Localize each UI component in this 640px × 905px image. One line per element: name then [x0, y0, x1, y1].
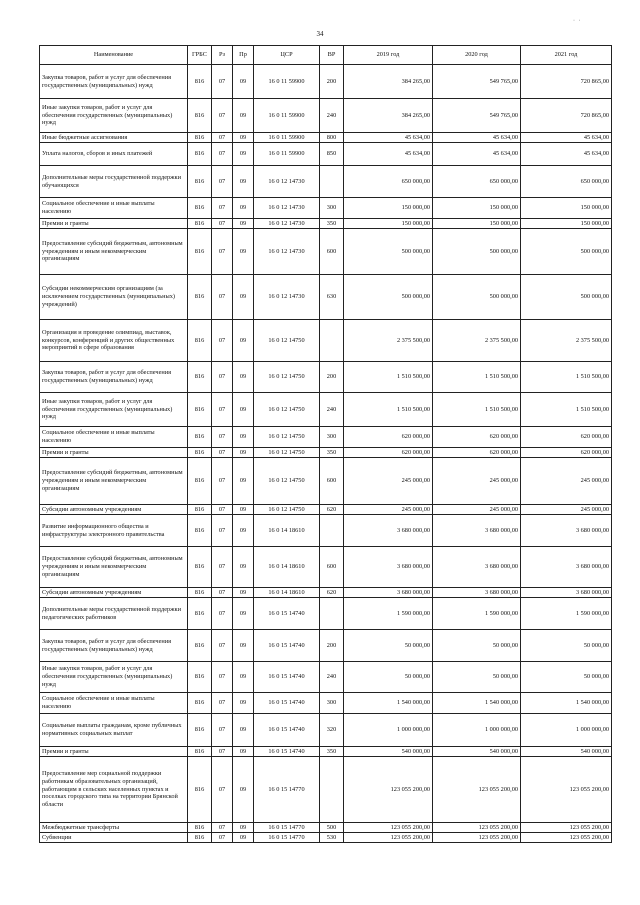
table-row — [40, 166, 612, 198]
cell-name: Социальное обеспечение и иные выплаты населению — [40, 693, 188, 714]
cell-grbs: 816 — [188, 143, 212, 166]
cell-y2020: 620 000,00 — [433, 427, 521, 448]
cell-csr: 16 0 12 14730 — [254, 198, 320, 219]
cell-grbs: 816 — [188, 133, 212, 143]
cell-pr: 09 — [233, 275, 254, 320]
corner-mark: · · — [573, 18, 582, 24]
cell-y2021: 150 000,00 — [521, 198, 612, 219]
cell-csr: 16 0 12 14730 — [254, 219, 320, 229]
cell-csr: 16 0 12 14750 — [254, 362, 320, 393]
cell-y2021: 620 000,00 — [521, 427, 612, 448]
cell-rz: 07 — [212, 747, 233, 757]
cell-name: Предоставление субсидий бюджетным, автономным учреждениям и иным некоммерческим организациям — [40, 458, 188, 505]
cell-y2021: 123 055 200,00 — [521, 823, 612, 833]
cell-rz: 07 — [212, 229, 233, 275]
cell-vr: 300 — [320, 427, 344, 448]
cell-y2019: 245 000,00 — [344, 458, 433, 505]
table-row — [40, 693, 612, 714]
cell-y2021: 3 680 000,00 — [521, 588, 612, 598]
cell-y2019: 1 540 000,00 — [344, 693, 433, 714]
cell-name: Уплата налогов, сборов и иных платежей — [40, 143, 188, 166]
cell-y2020: 3 680 000,00 — [433, 515, 521, 547]
header-pr: Пр — [233, 46, 254, 65]
cell-y2020: 245 000,00 — [433, 458, 521, 505]
cell-y2021: 123 055 200,00 — [521, 757, 612, 823]
cell-y2019: 384 265,00 — [344, 99, 433, 133]
cell-pr: 09 — [233, 448, 254, 458]
cell-vr: 850 — [320, 143, 344, 166]
cell-grbs: 816 — [188, 598, 212, 630]
cell-pr: 09 — [233, 823, 254, 833]
cell-csr: 16 0 15 14740 — [254, 714, 320, 747]
table-header-row — [40, 46, 612, 65]
cell-grbs: 816 — [188, 505, 212, 515]
cell-csr: 16 0 12 14750 — [254, 458, 320, 505]
cell-csr: 16 0 15 14740 — [254, 747, 320, 757]
cell-pr: 09 — [233, 747, 254, 757]
cell-y2020: 123 055 200,00 — [433, 823, 521, 833]
cell-pr: 09 — [233, 458, 254, 505]
cell-y2021: 720 865,00 — [521, 99, 612, 133]
cell-y2020: 549 765,00 — [433, 99, 521, 133]
cell-y2021: 1 590 000,00 — [521, 598, 612, 630]
cell-y2020: 2 375 500,00 — [433, 320, 521, 362]
cell-pr: 09 — [233, 630, 254, 662]
cell-csr: 16 0 11 59900 — [254, 143, 320, 166]
cell-csr: 16 0 12 14730 — [254, 229, 320, 275]
table-row — [40, 630, 612, 662]
cell-csr: 16 0 12 14750 — [254, 448, 320, 458]
cell-rz: 07 — [212, 823, 233, 833]
cell-rz: 07 — [212, 275, 233, 320]
cell-y2019: 123 055 200,00 — [344, 757, 433, 823]
cell-y2020: 540 000,00 — [433, 747, 521, 757]
cell-rz: 07 — [212, 505, 233, 515]
cell-vr: 600 — [320, 458, 344, 505]
table-row — [40, 714, 612, 747]
cell-vr: 620 — [320, 505, 344, 515]
cell-y2020: 3 680 000,00 — [433, 588, 521, 598]
cell-rz: 07 — [212, 99, 233, 133]
cell-csr: 16 0 15 14740 — [254, 598, 320, 630]
cell-y2019: 500 000,00 — [344, 229, 433, 275]
cell-rz: 07 — [212, 693, 233, 714]
cell-rz: 07 — [212, 598, 233, 630]
table-row — [40, 427, 612, 448]
cell-pr: 09 — [233, 757, 254, 823]
table-row — [40, 320, 612, 362]
cell-csr: 16 0 12 14730 — [254, 166, 320, 198]
cell-name: Предоставление субсидий бюджетным, автономным учреждениям и иным некоммерческим организациям — [40, 547, 188, 588]
cell-vr: 800 — [320, 133, 344, 143]
cell-vr: 600 — [320, 229, 344, 275]
cell-name: Субсидии автономным учреждениям — [40, 505, 188, 515]
cell-grbs: 816 — [188, 275, 212, 320]
cell-grbs: 816 — [188, 515, 212, 547]
cell-csr: 16 0 12 14750 — [254, 505, 320, 515]
cell-grbs: 816 — [188, 427, 212, 448]
cell-name: Иные закупки товаров, работ и услуг для обеспечения государственных (муниципальных) нужд — [40, 99, 188, 133]
table-row — [40, 598, 612, 630]
cell-vr: 630 — [320, 275, 344, 320]
table-row — [40, 219, 612, 229]
cell-y2020: 1 540 000,00 — [433, 693, 521, 714]
cell-vr: 200 — [320, 65, 344, 99]
cell-rz: 07 — [212, 448, 233, 458]
table-row — [40, 198, 612, 219]
cell-rz: 07 — [212, 547, 233, 588]
cell-name: Субвенции — [40, 833, 188, 843]
cell-pr: 09 — [233, 393, 254, 427]
cell-rz: 07 — [212, 362, 233, 393]
cell-vr: 300 — [320, 693, 344, 714]
cell-rz: 07 — [212, 320, 233, 362]
cell-rz: 07 — [212, 458, 233, 505]
cell-y2021: 720 865,00 — [521, 65, 612, 99]
cell-y2019: 123 055 200,00 — [344, 833, 433, 843]
header-rz: Рз — [212, 46, 233, 65]
cell-grbs: 816 — [188, 630, 212, 662]
header-csr: ЦСР — [254, 46, 320, 65]
cell-rz: 07 — [212, 65, 233, 99]
table-row — [40, 99, 612, 133]
cell-vr: 620 — [320, 588, 344, 598]
cell-y2019: 245 000,00 — [344, 505, 433, 515]
cell-rz: 07 — [212, 427, 233, 448]
cell-pr: 09 — [233, 65, 254, 99]
cell-rz: 07 — [212, 757, 233, 823]
cell-y2019: 45 634,00 — [344, 143, 433, 166]
cell-y2021: 245 000,00 — [521, 458, 612, 505]
cell-y2020: 1 510 500,00 — [433, 393, 521, 427]
cell-y2021: 150 000,00 — [521, 219, 612, 229]
cell-grbs: 816 — [188, 833, 212, 843]
cell-y2020: 245 000,00 — [433, 505, 521, 515]
cell-name: Закупка товаров, работ и услуг для обеспечения государственных (муниципальных) нужд — [40, 630, 188, 662]
cell-rz: 07 — [212, 662, 233, 693]
cell-y2019: 50 000,00 — [344, 662, 433, 693]
cell-name: Премии и гранты — [40, 219, 188, 229]
cell-y2021: 1 000 000,00 — [521, 714, 612, 747]
cell-grbs: 816 — [188, 458, 212, 505]
cell-y2019: 1 510 500,00 — [344, 393, 433, 427]
cell-y2020: 620 000,00 — [433, 448, 521, 458]
cell-y2020: 45 634,00 — [433, 143, 521, 166]
table-body — [40, 65, 612, 843]
cell-vr: 240 — [320, 99, 344, 133]
cell-name: Предоставление мер социальной поддержки работникам образовательных организаций, работающим в сельских населенных пунктах и поселках городского типа на территории Брянской области — [40, 757, 188, 823]
cell-name: Социальные выплаты гражданам, кроме публичных нормативных социальных выплат — [40, 714, 188, 747]
cell-y2020: 650 000,00 — [433, 166, 521, 198]
cell-pr: 09 — [233, 166, 254, 198]
header-2019: 2019 год — [344, 46, 433, 65]
cell-pr: 09 — [233, 133, 254, 143]
cell-y2021: 123 055 200,00 — [521, 833, 612, 843]
cell-y2019: 45 634,00 — [344, 133, 433, 143]
cell-y2019: 384 265,00 — [344, 65, 433, 99]
cell-y2019: 540 000,00 — [344, 747, 433, 757]
cell-y2021: 500 000,00 — [521, 229, 612, 275]
cell-vr: 240 — [320, 393, 344, 427]
cell-vr: 320 — [320, 714, 344, 747]
cell-rz: 07 — [212, 198, 233, 219]
table-row — [40, 833, 612, 843]
cell-csr: 16 0 12 14730 — [254, 275, 320, 320]
cell-pr: 09 — [233, 99, 254, 133]
cell-y2019: 650 000,00 — [344, 166, 433, 198]
cell-csr: 16 0 14 18610 — [254, 515, 320, 547]
cell-y2019: 3 680 000,00 — [344, 547, 433, 588]
cell-y2020: 1 000 000,00 — [433, 714, 521, 747]
cell-vr: 350 — [320, 219, 344, 229]
cell-y2021: 45 634,00 — [521, 143, 612, 166]
cell-y2021: 3 680 000,00 — [521, 547, 612, 588]
table-row — [40, 393, 612, 427]
cell-vr: 200 — [320, 362, 344, 393]
cell-y2019: 1 000 000,00 — [344, 714, 433, 747]
cell-rz: 07 — [212, 219, 233, 229]
cell-y2021: 45 634,00 — [521, 133, 612, 143]
budget-table — [39, 45, 612, 843]
table-row — [40, 448, 612, 458]
table-row — [40, 547, 612, 588]
header-2020: 2020 год — [433, 46, 521, 65]
cell-y2021: 650 000,00 — [521, 166, 612, 198]
cell-grbs: 816 — [188, 547, 212, 588]
cell-y2019: 150 000,00 — [344, 198, 433, 219]
cell-csr: 16 0 15 14770 — [254, 833, 320, 843]
cell-rz: 07 — [212, 133, 233, 143]
cell-csr: 16 0 14 18610 — [254, 588, 320, 598]
cell-y2021: 540 000,00 — [521, 747, 612, 757]
cell-pr: 09 — [233, 515, 254, 547]
cell-name: Закупка товаров, работ и услуг для обеспечения государственных (муниципальных) нужд — [40, 65, 188, 99]
cell-name: Иные бюджетные ассигнования — [40, 133, 188, 143]
table-row — [40, 757, 612, 823]
cell-name: Иные закупки товаров, работ и услуг для обеспечения государственных (муниципальных) нужд — [40, 393, 188, 427]
cell-csr: 16 0 11 59900 — [254, 65, 320, 99]
cell-pr: 09 — [233, 427, 254, 448]
cell-y2021: 500 000,00 — [521, 275, 612, 320]
cell-grbs: 816 — [188, 823, 212, 833]
cell-grbs: 816 — [188, 65, 212, 99]
cell-y2021: 50 000,00 — [521, 662, 612, 693]
cell-name: Развитие информационного общества и инфраструктуры электронного правительства — [40, 515, 188, 547]
table-row — [40, 229, 612, 275]
cell-y2019: 3 680 000,00 — [344, 515, 433, 547]
cell-y2021: 50 000,00 — [521, 630, 612, 662]
cell-grbs: 816 — [188, 747, 212, 757]
cell-rz: 07 — [212, 833, 233, 843]
cell-y2021: 2 375 500,00 — [521, 320, 612, 362]
cell-y2019: 150 000,00 — [344, 219, 433, 229]
cell-grbs: 816 — [188, 198, 212, 219]
cell-y2020: 500 000,00 — [433, 275, 521, 320]
cell-csr: 16 0 14 18610 — [254, 547, 320, 588]
cell-vr: 350 — [320, 747, 344, 757]
cell-name: Организация и проведение олимпиад, выставок, конкурсов, конференций и других общественных мероприятий в сфере образования — [40, 320, 188, 362]
cell-pr: 09 — [233, 714, 254, 747]
cell-rz: 07 — [212, 166, 233, 198]
cell-pr: 09 — [233, 833, 254, 843]
cell-y2021: 1 510 500,00 — [521, 362, 612, 393]
table-row — [40, 662, 612, 693]
cell-y2020: 50 000,00 — [433, 662, 521, 693]
cell-name: Субсидии некоммерческим организациям (за исключением государственных (муниципальных) учреждений) — [40, 275, 188, 320]
cell-pr: 09 — [233, 362, 254, 393]
cell-name: Премии и гранты — [40, 747, 188, 757]
cell-grbs: 816 — [188, 588, 212, 598]
table-row — [40, 362, 612, 393]
cell-vr: 530 — [320, 833, 344, 843]
cell-name: Межбюджетные трансферты — [40, 823, 188, 833]
cell-name: Премии и гранты — [40, 448, 188, 458]
table-row — [40, 747, 612, 757]
cell-y2020: 1 510 500,00 — [433, 362, 521, 393]
table-row — [40, 515, 612, 547]
header-name: Наименование — [40, 46, 188, 65]
cell-rz: 07 — [212, 515, 233, 547]
cell-y2019: 620 000,00 — [344, 448, 433, 458]
cell-grbs: 816 — [188, 362, 212, 393]
cell-csr: 16 0 15 14770 — [254, 757, 320, 823]
table-row — [40, 505, 612, 515]
cell-pr: 09 — [233, 588, 254, 598]
cell-name: Субсидии автономным учреждениям — [40, 588, 188, 598]
cell-vr: 600 — [320, 547, 344, 588]
cell-rz: 07 — [212, 393, 233, 427]
cell-pr: 09 — [233, 598, 254, 630]
cell-vr: 240 — [320, 662, 344, 693]
cell-csr: 16 0 15 14770 — [254, 823, 320, 833]
cell-pr: 09 — [233, 229, 254, 275]
cell-vr — [320, 598, 344, 630]
cell-y2020: 3 680 000,00 — [433, 547, 521, 588]
cell-y2021: 1 510 500,00 — [521, 393, 612, 427]
cell-csr: 16 0 11 59900 — [254, 133, 320, 143]
cell-rz: 07 — [212, 143, 233, 166]
cell-vr — [320, 757, 344, 823]
cell-y2020: 123 055 200,00 — [433, 833, 521, 843]
cell-vr: 200 — [320, 630, 344, 662]
cell-grbs: 816 — [188, 714, 212, 747]
cell-vr — [320, 515, 344, 547]
cell-grbs: 816 — [188, 219, 212, 229]
cell-pr: 09 — [233, 219, 254, 229]
cell-y2019: 3 680 000,00 — [344, 588, 433, 598]
cell-vr: 500 — [320, 823, 344, 833]
cell-y2021: 3 680 000,00 — [521, 515, 612, 547]
cell-y2020: 150 000,00 — [433, 198, 521, 219]
cell-name: Дополнительные меры государственной поддержки обучающихся — [40, 166, 188, 198]
cell-y2020: 45 634,00 — [433, 133, 521, 143]
cell-pr: 09 — [233, 662, 254, 693]
cell-y2019: 1 590 000,00 — [344, 598, 433, 630]
cell-csr: 16 0 12 14750 — [254, 393, 320, 427]
cell-y2019: 1 510 500,00 — [344, 362, 433, 393]
cell-csr: 16 0 15 14740 — [254, 630, 320, 662]
cell-pr: 09 — [233, 320, 254, 362]
header-vr: ВР — [320, 46, 344, 65]
cell-grbs: 816 — [188, 662, 212, 693]
cell-rz: 07 — [212, 630, 233, 662]
cell-y2020: 549 765,00 — [433, 65, 521, 99]
cell-name: Иные закупки товаров, работ и услуг для обеспечения государственных (муниципальных) нужд — [40, 662, 188, 693]
cell-vr: 350 — [320, 448, 344, 458]
cell-y2021: 1 540 000,00 — [521, 693, 612, 714]
cell-name: Социальное обеспечение и иные выплаты населению — [40, 198, 188, 219]
header-grbs: ГРБС — [188, 46, 212, 65]
table-row — [40, 275, 612, 320]
cell-y2019: 123 055 200,00 — [344, 823, 433, 833]
cell-y2020: 1 590 000,00 — [433, 598, 521, 630]
cell-grbs: 816 — [188, 757, 212, 823]
cell-csr: 16 0 12 14750 — [254, 427, 320, 448]
cell-vr — [320, 166, 344, 198]
cell-rz: 07 — [212, 588, 233, 598]
cell-vr — [320, 320, 344, 362]
cell-name: Закупка товаров, работ и услуг для обеспечения государственных (муниципальных) нужд — [40, 362, 188, 393]
cell-grbs: 816 — [188, 448, 212, 458]
cell-grbs: 816 — [188, 99, 212, 133]
header-2021: 2021 год — [521, 46, 612, 65]
cell-y2019: 50 000,00 — [344, 630, 433, 662]
table-row — [40, 133, 612, 143]
cell-name: Дополнительные меры государственной поддержки педагогических работников — [40, 598, 188, 630]
table-row — [40, 823, 612, 833]
cell-vr: 300 — [320, 198, 344, 219]
cell-y2019: 2 375 500,00 — [344, 320, 433, 362]
cell-csr: 16 0 11 59900 — [254, 99, 320, 133]
cell-y2020: 50 000,00 — [433, 630, 521, 662]
cell-csr: 16 0 15 14740 — [254, 693, 320, 714]
cell-y2020: 123 055 200,00 — [433, 757, 521, 823]
cell-grbs: 816 — [188, 320, 212, 362]
cell-grbs: 816 — [188, 693, 212, 714]
page-number: 34 — [316, 30, 324, 38]
cell-y2019: 620 000,00 — [344, 427, 433, 448]
cell-pr: 09 — [233, 505, 254, 515]
cell-pr: 09 — [233, 693, 254, 714]
table-row — [40, 65, 612, 99]
cell-grbs: 816 — [188, 166, 212, 198]
cell-grbs: 816 — [188, 229, 212, 275]
table-row — [40, 588, 612, 598]
cell-csr: 16 0 12 14750 — [254, 320, 320, 362]
cell-y2019: 500 000,00 — [344, 275, 433, 320]
cell-name: Предоставление субсидий бюджетным, автономным учреждениям и иным некоммерческим организациям — [40, 229, 188, 275]
cell-rz: 07 — [212, 714, 233, 747]
cell-y2020: 150 000,00 — [433, 219, 521, 229]
table-row — [40, 143, 612, 166]
cell-y2021: 245 000,00 — [521, 505, 612, 515]
table-row — [40, 458, 612, 505]
cell-pr: 09 — [233, 198, 254, 219]
cell-grbs: 816 — [188, 393, 212, 427]
cell-y2020: 500 000,00 — [433, 229, 521, 275]
cell-name: Социальное обеспечение и иные выплаты населению — [40, 427, 188, 448]
cell-y2021: 620 000,00 — [521, 448, 612, 458]
cell-pr: 09 — [233, 143, 254, 166]
cell-pr: 09 — [233, 547, 254, 588]
cell-csr: 16 0 15 14740 — [254, 662, 320, 693]
